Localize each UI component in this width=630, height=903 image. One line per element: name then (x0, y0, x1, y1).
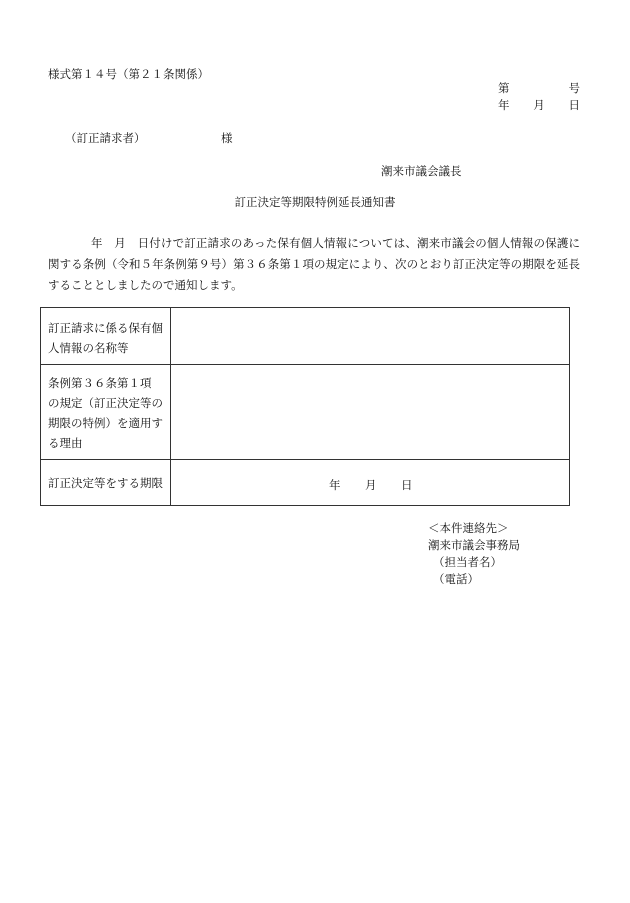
body-line-2: 関する条例（令和５年条例第９号）第３６条第１項の規定により、次のとおり訂正決定等の期限を延長 (48, 257, 580, 271)
form-number: 様式第１４号（第２１条関係） (48, 67, 209, 81)
document-number-suffix: 号 (568, 81, 580, 95)
document-number-line (498, 80, 580, 96)
info-table (40, 307, 570, 506)
table-row-deadline (41, 460, 570, 506)
label-line: 期限の特例）を適用す (48, 416, 163, 430)
contact-phone: （電話） (433, 572, 479, 586)
label-line: 人情報の名称等 (48, 341, 129, 355)
table-row-reason (41, 365, 570, 460)
label-line: る理由 (48, 436, 83, 450)
contact-block (428, 520, 520, 588)
body-line-1: 年 月 日付けで訂正請求のあった保有個人情報については、潮来市議会の個人情報の保護に (91, 236, 580, 250)
label-line: の規定（訂正決定等の (48, 396, 163, 410)
contact-heading: ＜本件連絡先＞ (428, 521, 509, 535)
document-number-prefix: 第 (498, 81, 510, 95)
body-paragraph (48, 233, 580, 296)
table-row-record-name (41, 308, 570, 365)
contact-office: 潮来市議会事務局 (428, 538, 520, 552)
deadline-month: 月 (365, 478, 377, 492)
recipient-line (65, 130, 233, 146)
table-label-reason (41, 365, 171, 460)
contact-person: （担当者名） (433, 555, 502, 569)
label-line: 訂正請求に係る保有個 (48, 321, 163, 335)
table-label-deadline: 訂正決定等をする期限 (41, 460, 171, 506)
body-line-3: することとしましたので通知します。 (48, 278, 243, 292)
document-date-line (498, 97, 580, 113)
label-line: 条例第３６条第１項 (48, 376, 152, 390)
recipient-honorific: 様 (221, 131, 233, 145)
document-date-day: 日 (568, 98, 580, 112)
table-value-deadline (171, 460, 570, 506)
deadline-year: 年 (329, 478, 341, 492)
table-label-record-name (41, 308, 171, 365)
table-value-reason (171, 365, 570, 460)
document-date-month: 月 (533, 98, 545, 112)
deadline-day: 日 (401, 478, 413, 492)
sender-name: 潮来市議会議長 (381, 164, 462, 178)
document-date-year: 年 (498, 98, 510, 112)
recipient-label: （訂正請求者） (65, 131, 146, 145)
document-title: 訂正決定等期限特例延長通知書 (234, 195, 396, 209)
table-value-record-name (171, 308, 570, 365)
